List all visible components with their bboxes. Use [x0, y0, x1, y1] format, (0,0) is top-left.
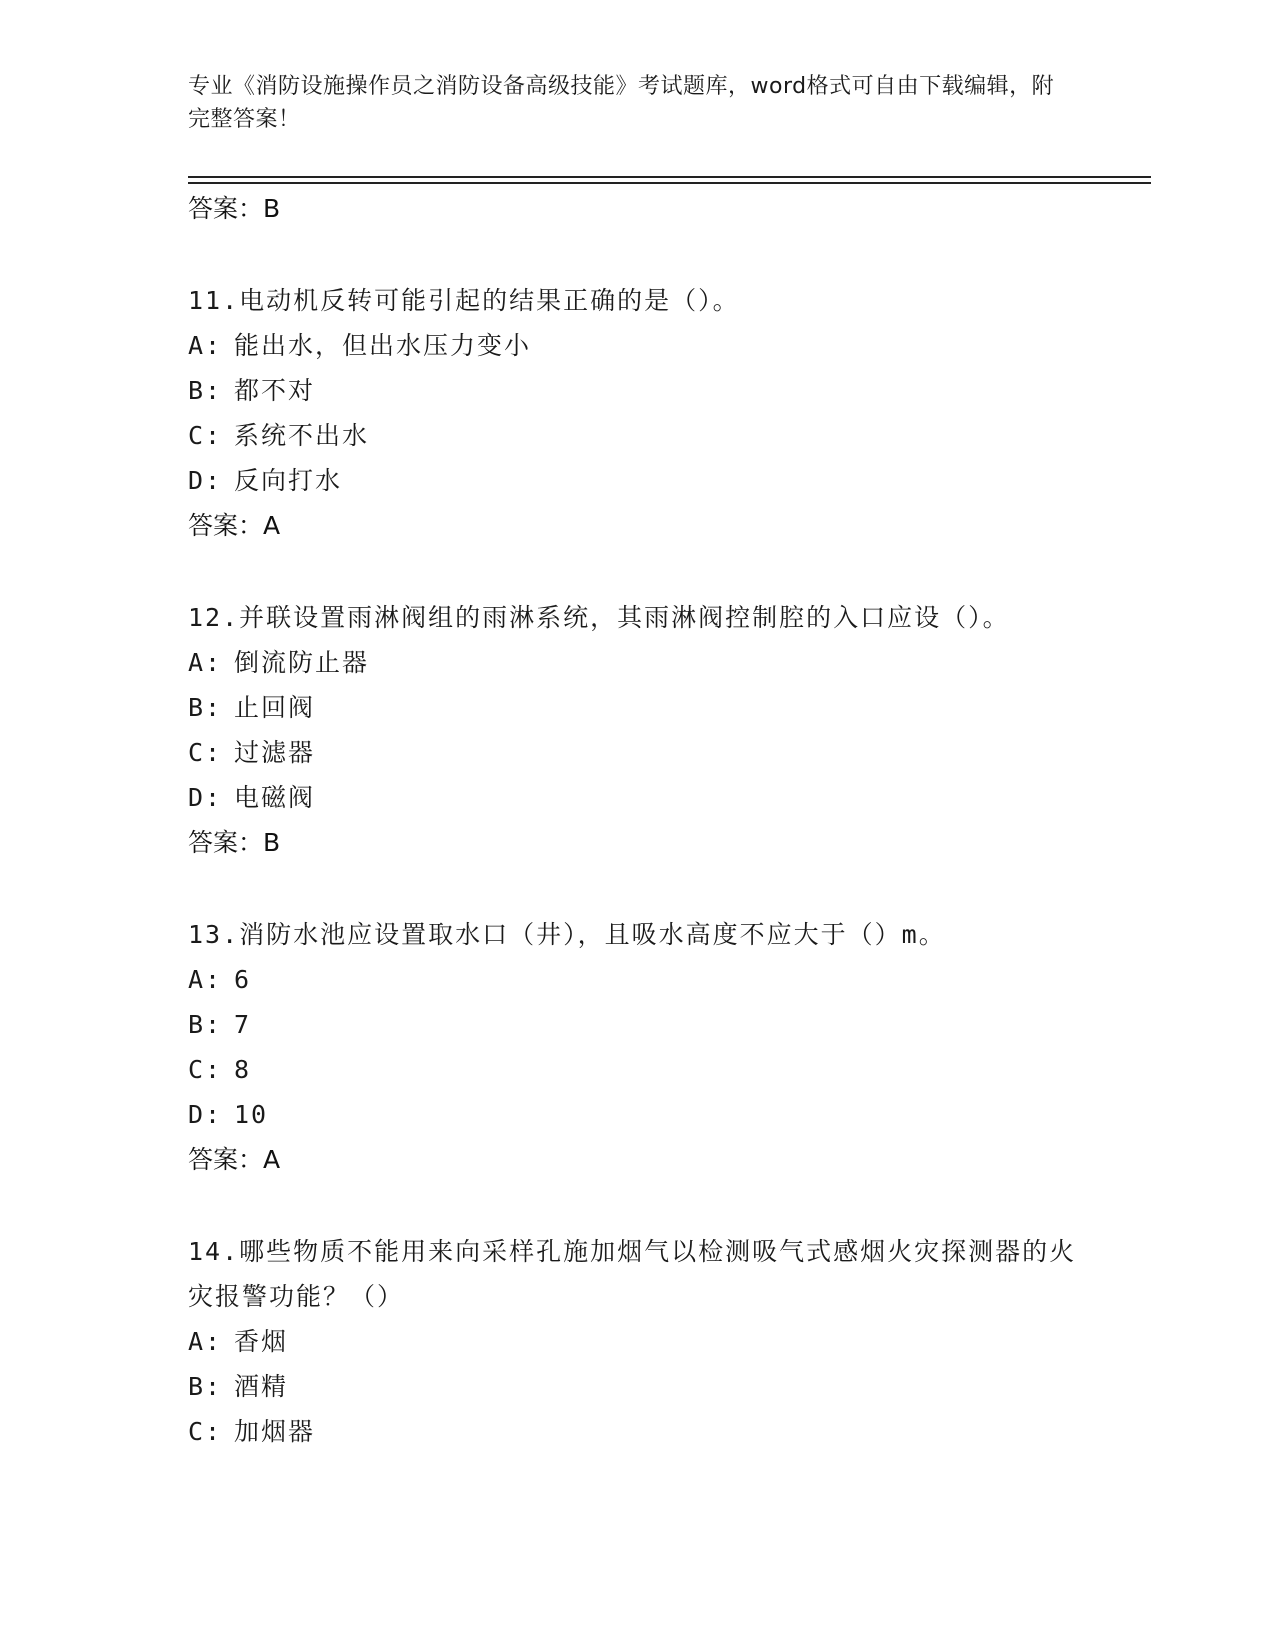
option-text: 止回阀: [234, 693, 316, 722]
spacer: [188, 865, 1088, 912]
option-letter: D:: [188, 783, 223, 812]
option-text: 8: [234, 1055, 252, 1084]
option-c: [188, 413, 1088, 458]
option-b: [188, 1364, 1088, 1409]
option-letter: A:: [188, 648, 223, 677]
answer-line: 答案：A: [188, 1145, 281, 1174]
option-letter: A:: [188, 1327, 223, 1356]
option-text: 香烟: [234, 1327, 289, 1356]
option-a: [188, 1319, 1088, 1364]
option-letter: B:: [188, 1372, 223, 1401]
option-d: [188, 775, 1088, 820]
option-letter: D:: [188, 1100, 223, 1129]
option-b: [188, 1002, 1088, 1047]
page-header: 专业《消防设施操作员之消防设备高级技能》考试题库，word格式可自由下载编辑，附完整答案！: [188, 74, 1055, 132]
option-text: 反向打水: [234, 466, 343, 495]
option-text: 能出水，但出水压力变小: [234, 331, 532, 360]
option-text: 6: [234, 965, 252, 994]
option-letter: C:: [188, 421, 223, 450]
answer-line: 答案：A: [188, 511, 281, 540]
option-letter: A:: [188, 965, 223, 994]
option-text: 系统不出水: [234, 421, 370, 450]
option-letter: B:: [188, 376, 223, 405]
option-letter: A:: [188, 331, 223, 360]
spacer: [188, 231, 1088, 278]
option-letter: B:: [188, 693, 223, 722]
question-block: [188, 912, 1088, 1182]
option-c: [188, 1047, 1088, 1092]
option-letter: C:: [188, 1055, 223, 1084]
option-a: [188, 323, 1088, 368]
option-d: [188, 1092, 1088, 1137]
option-text: 倒流防止器: [234, 648, 370, 677]
question-stem: 11.电动机反转可能引起的结果正确的是（）。: [188, 286, 740, 315]
answer-line: 答案：B: [188, 194, 281, 223]
option-b: [188, 368, 1088, 413]
question-stem: 12.并联设置雨淋阀组的雨淋系统，其雨淋阀控制腔的入口应设（）。: [188, 603, 1010, 632]
answer-line: 答案：B: [188, 828, 281, 857]
question-stem: 14.哪些物质不能用来向采样孔施加烟气以检测吸气式感烟火灾探测器的火灾报警功能？（）: [188, 1237, 1077, 1311]
option-text: 10: [234, 1100, 269, 1129]
option-text: 过滤器: [234, 738, 316, 767]
spacer: [188, 1182, 1088, 1229]
option-a: [188, 640, 1088, 685]
question-stem: 13.消防水池应设置取水口（井），且吸水高度不应大于（）m。: [188, 920, 946, 949]
question-block: [188, 1229, 1088, 1454]
question-block: [188, 595, 1088, 865]
header-rule-top: [188, 176, 1151, 178]
header-rule-bottom: [188, 182, 1151, 184]
spacer: [188, 548, 1088, 595]
option-letter: C:: [188, 738, 223, 767]
option-letter: D:: [188, 466, 223, 495]
option-b: [188, 685, 1088, 730]
option-text: 7: [234, 1010, 252, 1039]
option-letter: B:: [188, 1010, 223, 1039]
option-d: [188, 458, 1088, 503]
option-c: [188, 1409, 1088, 1454]
option-c: [188, 730, 1088, 775]
option-text: 电磁阀: [234, 783, 316, 812]
option-text: 都不对: [234, 376, 316, 405]
question-block: [188, 278, 1088, 548]
option-letter: C:: [188, 1417, 223, 1446]
option-text: 酒精: [234, 1372, 289, 1401]
option-text: 加烟器: [234, 1417, 316, 1446]
question-list: [188, 186, 1088, 1454]
option-a: [188, 957, 1088, 1002]
